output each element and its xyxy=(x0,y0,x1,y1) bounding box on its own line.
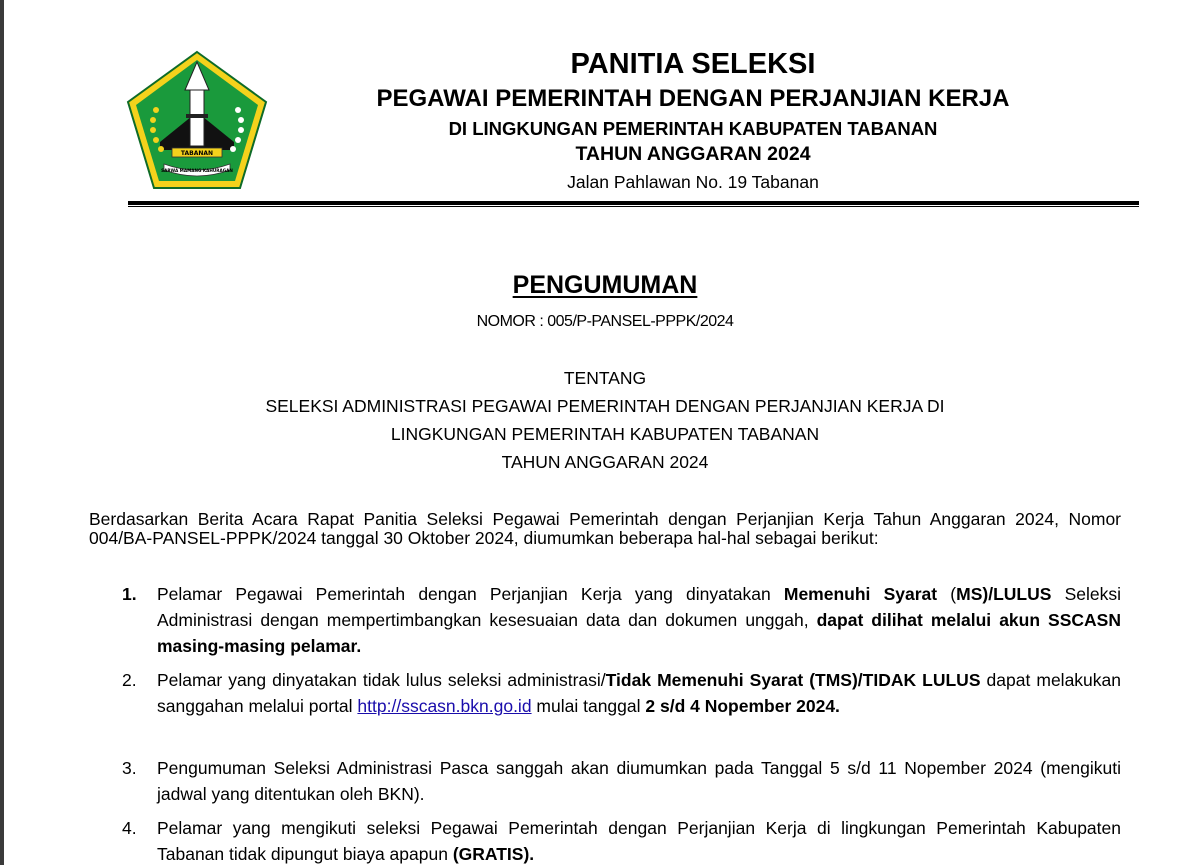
header-rule-thin xyxy=(128,206,1139,207)
header-address: Jalan Pahlawan No. 19 Tabanan xyxy=(567,172,819,192)
text-span: Seleksi Administrasi dengan mempertimbangkan kesesuaian data dan dokumen unggah, xyxy=(157,584,1121,630)
list-item-text xyxy=(157,815,1121,867)
bold-span: Tidak Memenuhi Syarat (TMS)/TIDAK LULUS xyxy=(605,670,981,690)
tabanan-emblem-icon xyxy=(126,50,268,192)
tentang-label: TENTANG xyxy=(563,368,647,388)
text-span: mulai tanggal xyxy=(531,696,646,716)
list-item-number: 1. xyxy=(122,584,137,604)
list-item-text xyxy=(157,667,1121,719)
list-item-4 xyxy=(89,815,1121,867)
bold-span: Memenuhi Syarat xyxy=(783,584,938,604)
header-line-2: PEGAWAI PEMERINTAH DENGAN PERJANJIAN KERJA xyxy=(376,85,1010,112)
logo-banner-text: TABANAN xyxy=(180,150,214,157)
intro-paragraph: Berdasarkan Berita Acara Rapat Panitia Seleksi Pegawai Pemerintah dengan Perjanjian Kerja Tahun Anggaran 2024, Nomor 004/BA-PANSEL-PPPK/2024 tanggal 30 Oktober 2024, diumumkan beberapa hal-hal sebagai berikut: xyxy=(89,509,1121,548)
logo-motto-text: SARWA MAMANG KAHURAGAN xyxy=(161,168,233,173)
header-line-3: DI LINGKUNGAN PEMERINTAH KABUPATEN TABANAN xyxy=(448,118,938,139)
header-line-4: TAHUN ANGGARAN 2024 xyxy=(575,143,811,165)
text-span: dapat melakukan sanggahan melalui portal xyxy=(157,670,1121,716)
text-span: Pelamar yang dinyatakan tidak lulus seleksi administrasi/ xyxy=(157,670,606,690)
bold-span: 2 s/d 4 Nopember 2024. xyxy=(645,696,840,716)
text-span: Pelamar Pegawai Pemerintah dengan Perjanjian Kerja yang dinyatakan xyxy=(157,584,784,604)
text-span: ( xyxy=(937,584,957,604)
header-line-1: PANITIA SELEKSI xyxy=(570,48,816,80)
list-item-text: Pengumuman Seleksi Administrasi Pasca sanggah akan diumumkan pada Tanggal 5 s/d 11 Nopember 2024 (mengikuti jadwal yang ditentukan oleh BKN). xyxy=(157,758,1121,804)
list-item-number: 4. xyxy=(122,818,137,838)
sscasn-portal-link[interactable]: http://sscasn.bkn.go.id xyxy=(357,696,532,716)
tentang-line-1: SELEKSI ADMINISTRASI PEGAWAI PEMERINTAH DENGAN PERJANJIAN KERJA DI xyxy=(265,396,945,416)
bold-span: dapat dilihat melalui akun SSCASN masing-masing pelamar. xyxy=(157,610,1121,656)
tentang-line-2: LINGKUNGAN PEMERINTAH KABUPATEN TABANAN xyxy=(390,424,820,444)
text-span: Pelamar yang mengikuti seleksi Pegawai Pemerintah dengan Perjanjian Kerja di lingkungan Pemerintah Kabupaten Tabanan tidak dipungut biaya apapun xyxy=(157,818,1121,864)
document-title: PENGUMUMAN xyxy=(512,271,698,299)
list-item-1 xyxy=(89,581,1121,659)
list-item-2 xyxy=(89,667,1121,719)
list-item-number: 2. xyxy=(122,670,137,690)
tentang-line-3: TAHUN ANGGARAN 2024 xyxy=(501,452,709,472)
list-item-number: 3. xyxy=(122,758,137,778)
bold-span: MS)/LULUS xyxy=(956,584,1052,604)
header-rule-thick xyxy=(128,201,1139,205)
list-item-text xyxy=(157,581,1121,659)
list-item-3 xyxy=(89,755,1121,807)
document-number: NOMOR : 005/P-PANSEL-PPPK/2024 xyxy=(476,313,734,330)
page-left-edge xyxy=(0,0,4,865)
bold-span: (GRATIS). xyxy=(452,844,535,864)
